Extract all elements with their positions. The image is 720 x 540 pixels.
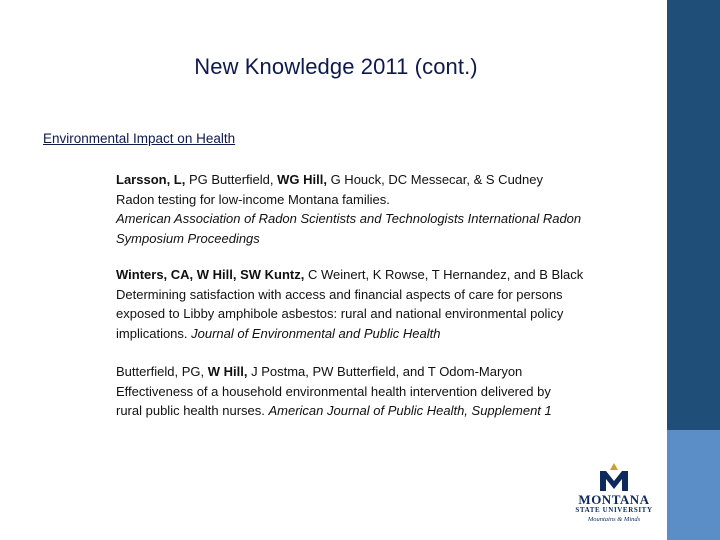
reference-text-run: Butterfield, PG, [116,364,208,379]
reference-line [116,170,636,190]
reference-line [116,401,636,421]
reference-line [116,190,636,210]
reference-text-run: Winters, CA, W Hill, SW Kuntz, [116,267,305,282]
reference-line [116,382,636,402]
sidebar-accent-light [667,430,720,540]
reference-text-run: Symposium Proceedings [116,230,260,246]
reference-line [116,265,636,285]
reference-line [116,304,636,324]
logo-name: MONTANA [578,492,650,507]
reference-text-run: implications. [116,325,192,341]
msu-m-mountain-icon [597,462,631,492]
reference-line [116,229,636,249]
montana-state-logo [568,462,660,532]
reference-3 [116,362,636,421]
reference-text-run: American Association of Radon Scientists and Technologists International Radon [116,211,582,226]
reference-line [116,362,636,382]
reference-text-run: Determining satisfaction with access and financial aspects of care for persons [116,286,563,302]
reference-text-run: Radon testing for low-income Montana families. [116,191,390,207]
logo-tagline: Mountains & Minds [587,516,641,523]
reference-2 [116,265,636,343]
sidebar-accent-dark [667,0,720,430]
reference-text-run: Larsson, L, [116,172,186,187]
reference-text-run: PG Butterfield, [185,172,278,187]
reference-text-run: C Weinert, K Rowse, T Hernandez, and B Black [304,267,584,282]
reference-text-run: G Houck, DC Messecar, & S Cudney [326,172,543,187]
logo-subtitle: STATE UNIVERSITY [575,506,653,514]
reference-text-run: exposed to Libby amphibole asbestos: rural and national environmental policy [116,306,564,321]
reference-text-run: rural public health nurses. [116,403,269,418]
reference-text-run: Journal of Environmental and Public Health [191,325,441,341]
reference-text-run: J Postma, PW Butterfield, and T Odom-Maryon [247,364,523,379]
slide-title: New Knowledge 2011 (cont.) [194,54,478,79]
reference-text-run: Effectiveness of a household environmental health intervention delivered by [116,383,551,399]
section-heading: Environmental Impact on Health [43,131,236,146]
reference-1 [116,170,636,248]
reference-line [116,209,636,229]
reference-text-run: WG Hill, [277,172,327,187]
reference-line [116,285,636,305]
reference-line [116,324,636,344]
reference-text-run: American Journal of Public Health, Supplement 1 [268,403,552,418]
reference-text-run: W Hill, [207,364,248,379]
